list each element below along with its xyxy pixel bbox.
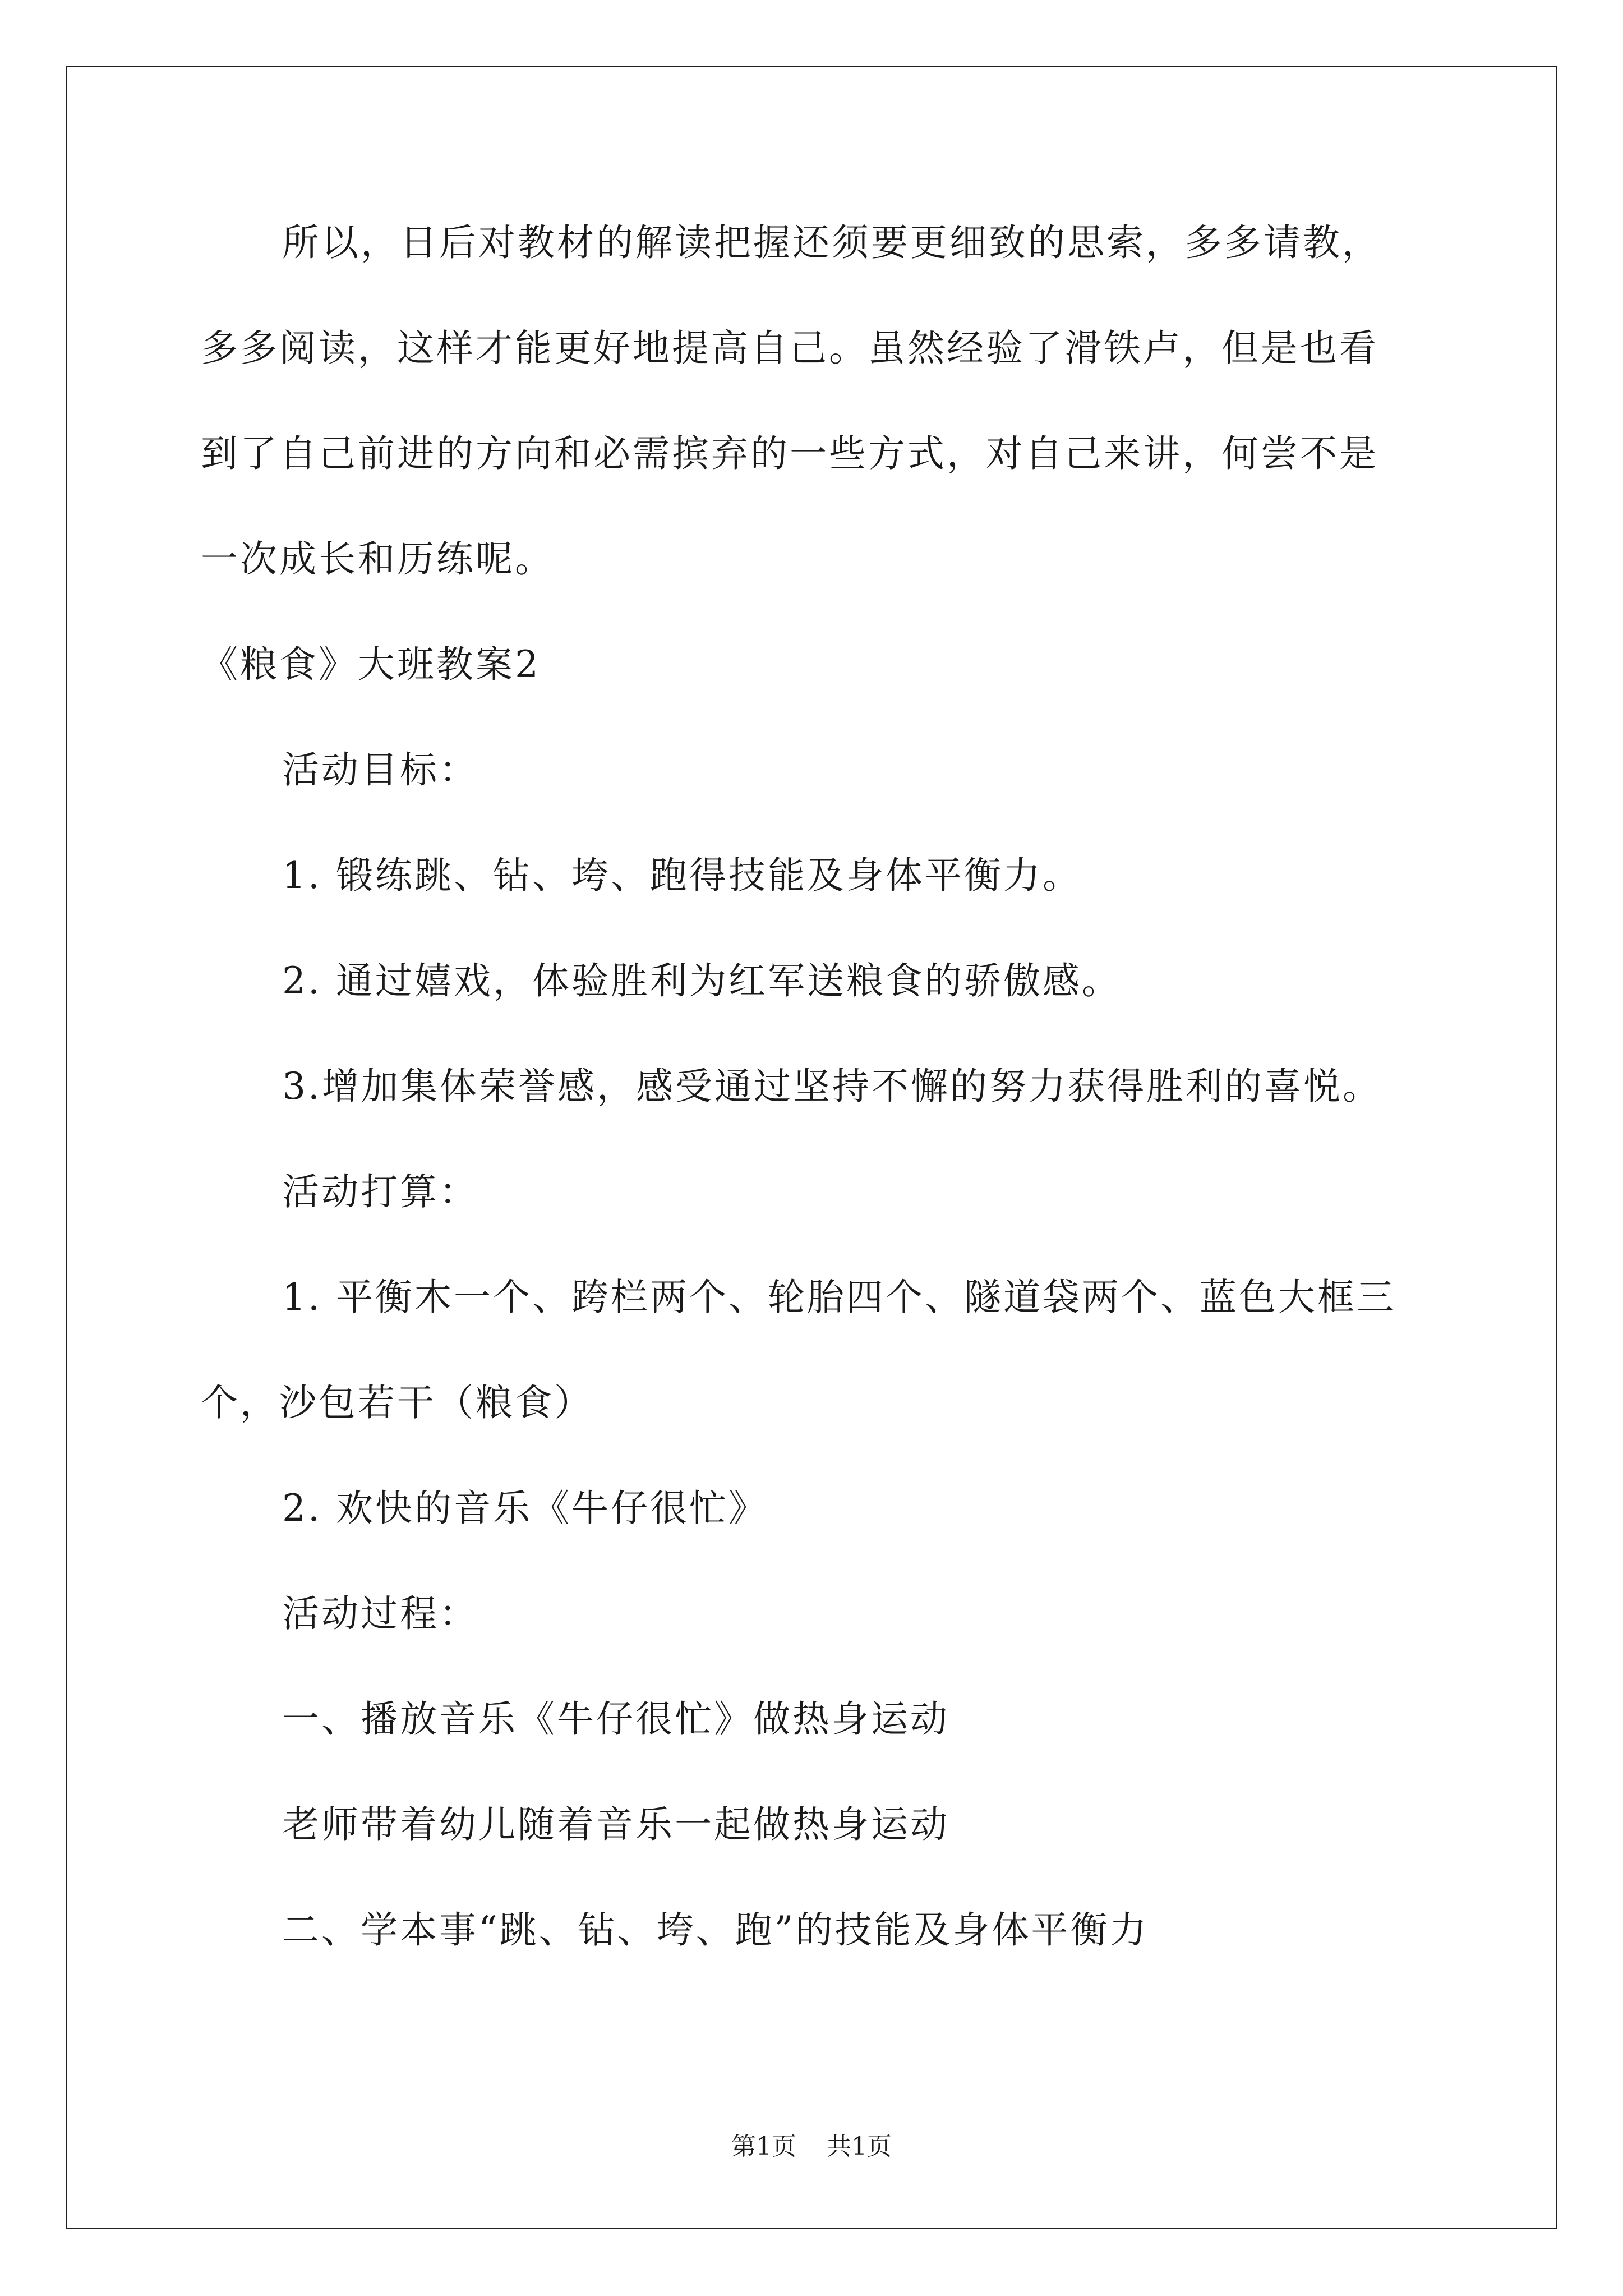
paragraph-line: 一、播放音乐《牛仔很忙》做热身运动 — [282, 1697, 949, 1741]
paragraph-line: 一次成长和历练呢。 — [201, 537, 554, 581]
paragraph-line: 老师带着幼儿随着音乐一起做热身运动 — [282, 1803, 949, 1846]
paragraph-line: 1. 平衡木一个、跨栏两个、轮胎四个、隧道袋两个、蓝色大框三 — [282, 1276, 1396, 1319]
paragraph-line: 活动过程： — [282, 1592, 478, 1635]
page-number-current: 第1页 — [731, 2132, 796, 2161]
paragraph-line: 3.增加集体荣誉感，感受通过坚持不懈的努力获得胜利的喜悦。 — [282, 1065, 1382, 1108]
paragraph-line: 2. 通过嬉戏，体验胜利为红军送粮食的骄傲感。 — [282, 959, 1121, 1002]
paragraph-line: 1. 锻练跳、钻、垮、跑得技能及身体平衡力。 — [282, 854, 1082, 897]
paragraph-line: 活动打算： — [282, 1170, 478, 1213]
page-number-total: 共1页 — [827, 2132, 892, 2161]
paragraph-line: 2. 欢快的音乐《牛仔很忙》 — [282, 1487, 768, 1530]
paragraph-line: 多多阅读，这样才能更好地提高自己。虽然经验了滑铁卢，但是也看 — [201, 326, 1378, 370]
page-footer — [0, 2126, 1623, 2162]
page-border — [66, 66, 1557, 2229]
paragraph-line: 二、学本事“跳、钻、垮、跑”的技能及身体平衡力 — [282, 1908, 1149, 1952]
paragraph-line: 所以，日后对教材的解读把握还须要更细致的思索，多多请教， — [282, 221, 1381, 264]
section-heading: 《粮食》大班教案2 — [201, 643, 541, 686]
paragraph-line: 活动目标： — [282, 748, 478, 792]
paragraph-line: 个，沙包若干（粮食） — [201, 1381, 593, 1424]
paragraph-line: 到了自己前进的方向和必需摈弃的一些方式，对自己来讲，何尝不是 — [201, 432, 1378, 475]
